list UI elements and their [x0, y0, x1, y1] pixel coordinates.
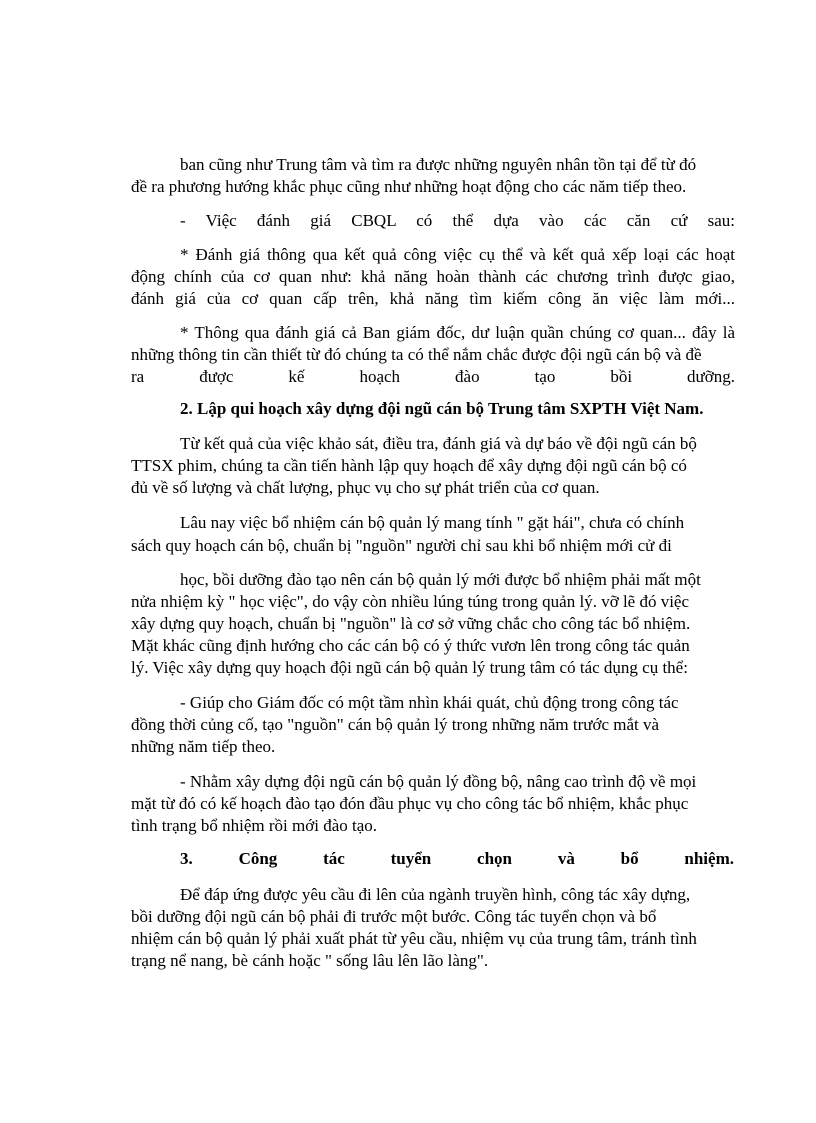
text-line: nhiệm cán bộ quản lý phải xuất phát từ yêu cầu, nhiệm vụ của trung tâm, tránh tình: [131, 929, 697, 948]
text-line: đánh giá của cơ quan cấp trên, khả năng tìm kiếm công ăn việc làm mới...: [131, 289, 735, 308]
text-line: xây dựng quy hoạch, chuẩn bị "nguồn" là cơ sở vững chắc cho công tác bổ nhiệm.: [131, 614, 691, 633]
section-heading: 3. Công tác tuyển chọn và bổ nhiệm.: [180, 849, 734, 868]
text-line: TTSX phim, chúng ta cần tiến hành lập quy hoạch để xây dựng đội ngũ cán bộ có: [131, 456, 687, 475]
text-line: mặt từ đó có kế hoạch đào tạo đón đầu phục vụ cho công tác bổ nhiệm, khắc phục: [131, 794, 689, 813]
text-line: trạng nể nang, bè cánh hoặc " sống lâu lên lão làng".: [131, 951, 489, 970]
text-line: động chính của cơ quan như: khả năng hoàn thành các chương trình được giao,: [131, 267, 735, 286]
text-line: * Đánh giá thông qua kết quả công việc cụ thể và kết quả xếp loại các hoạt: [180, 245, 735, 264]
text-line: đề ra phương hướng khắc phục cũng như những hoạt động cho các năm tiếp theo.: [131, 177, 687, 196]
text-line: Lâu nay việc bổ nhiệm cán bộ quản lý mang tính " gặt hái", chưa có chính: [180, 513, 685, 532]
text-line: đủ về số lượng và chất lượng, phục vụ cho sự phát triển của cơ quan.: [131, 478, 600, 497]
text-line: ra được kế hoạch đào tạo bồi dưỡng.: [131, 367, 735, 386]
text-line: tình trạng bổ nhiệm rồi mới đào tạo.: [131, 816, 378, 835]
text-line: lý. Việc xây dựng quy hoạch đội ngũ cán bộ quản lý trung tâm có tác dụng cụ thể:: [131, 658, 688, 677]
text-line: đồng thời củng cố, tạo "nguồn" cán bộ quản lý trong những năm trước mắt và: [131, 715, 660, 734]
section-heading: 2. Lập qui hoạch xây dựng đội ngũ cán bộ Trung tâm SXPTH Việt Nam.: [180, 399, 704, 418]
text-line: sách quy hoạch cán bộ, chuẩn bị "nguồn" người chỉ sau khi bổ nhiệm mới cử đi: [131, 536, 672, 555]
text-line: - Giúp cho Giám đốc có một tầm nhìn khái quát, chủ động trong công tác: [180, 693, 679, 712]
text-line: học, bồi dưỡng đào tạo nên cán bộ quản lý mới được bổ nhiệm phải mất một: [180, 570, 701, 589]
text-line: * Thông qua đánh giá cả Ban giám đốc, dư luận quần chúng cơ quan... đây là: [180, 323, 735, 342]
text-line: Mặt khác cũng định hướng cho các cán bộ có ý thức vươn lên trong công tác quản: [131, 636, 690, 655]
text-line: - Việc đánh giá CBQL có thể dựa vào các căn cứ sau:: [180, 211, 735, 230]
text-line: - Nhằm xây dựng đội ngũ cán bộ quản lý đồng bộ, nâng cao trình độ về mọi: [180, 772, 697, 791]
text-line: Để đáp ứng được yêu cầu đi lên của ngành truyền hình, công tác xây dựng,: [180, 885, 691, 904]
text-line: nửa nhiệm kỳ " học việc", do vậy còn nhiều lúng túng trong quản lý. vỡ lẽ đó việc: [131, 592, 690, 611]
text-line: ban cũng như Trung tâm và tìm ra được những nguyên nhân tồn tại để từ đó: [180, 155, 697, 174]
text-line: bồi dưỡng đội ngũ cán bộ phải đi trước một bước. Công tác tuyển chọn và bổ: [131, 907, 657, 926]
text-line: những thông tin cần thiết từ đó chúng ta có thể nắm chắc được đội ngũ cán bộ và đề: [131, 345, 702, 364]
text-line: Từ kết quả của việc khảo sát, điều tra, đánh giá và dự báo về đội ngũ cán bộ: [180, 434, 697, 453]
text-line: những năm tiếp theo.: [131, 737, 276, 756]
